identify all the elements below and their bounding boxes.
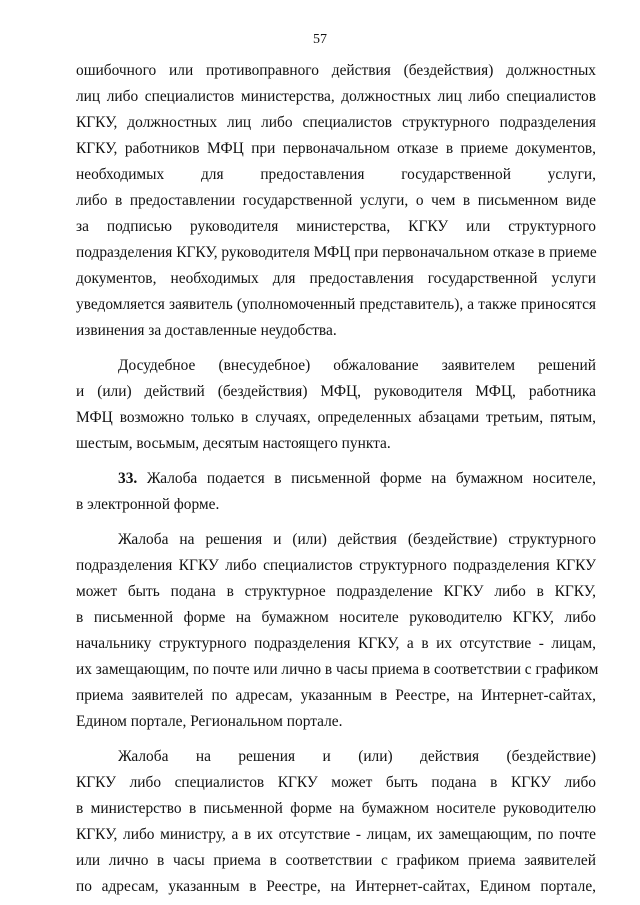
text-line: Жалоба на решения и (или) действия (бездействие) структурного: [118, 531, 596, 548]
text-line: ошибочного или противоправного действия (бездействия) должностных: [76, 62, 596, 79]
text-line: за подписью руководителя министерства, КГКУ или структурного: [76, 218, 596, 235]
text-line: лиц либо специалистов министерства, должностных лиц либо специалистов: [76, 88, 596, 105]
text-line: в письменной форме на бумажном носителе руководителю КГКУ, либо: [76, 609, 596, 626]
text-line: может быть подана в структурное подразделение КГКУ либо в КГКУ,: [76, 583, 596, 600]
text-line: подразделения КГКУ, руководителя МФЦ при первоначальном отказе в приеме: [76, 244, 597, 261]
document-body: [76, 58, 599, 900]
text-line: или лично в часы приема в соответствии с графиком приема заявителей: [76, 852, 596, 869]
text-line: либо в предоставлении государственной услуги, о чем в письменном виде: [76, 192, 596, 209]
text-line: КГКУ, работников МФЦ при первоначальном отказе в приеме документов,: [76, 140, 596, 157]
item-number: 33.: [118, 470, 138, 487]
text-line: в министерство в письменной форме на бумажном носителе руководителю: [76, 800, 596, 817]
paragraph-4: [76, 527, 599, 735]
text-line: необходимых для предоставления государственной услуги,: [76, 166, 596, 183]
text-line: начальнику структурного подразделения КГКУ, а в их отсутствие - лицам,: [76, 635, 596, 652]
paragraph-2: [76, 353, 596, 457]
text-line: [76, 466, 596, 492]
text-line: Едином портале, Региональном портале.: [76, 713, 343, 730]
text-line: по адресам, указанным в Реестре, на Интернет-сайтах, Едином портале,: [76, 878, 596, 895]
text-line: КГКУ, либо министру, а в их отсутствие - лицам, их замещающим, по почте: [76, 826, 596, 843]
paragraph-item-33: [76, 466, 596, 518]
text-line: документов, необходимых для предоставления государственной услуги: [76, 270, 596, 287]
paragraph-1: [76, 58, 596, 344]
text-line: Досудебное (внесудебное) обжалование заявителем решений: [118, 357, 596, 374]
page-number: 57: [313, 32, 327, 47]
text-line: в электронной форме.: [76, 496, 220, 513]
text-line: их замещающим, по почте или лично в часы приема в соответствии с графиком: [76, 661, 599, 678]
text-line: извинения за доставленные неудобства.: [76, 322, 337, 339]
paragraph-5: [76, 744, 596, 900]
text-line: подразделения КГКУ либо специалистов структурного подразделения КГКУ: [76, 557, 596, 574]
item-text: Жалоба подается в письменной форме на бумажном носителе,: [146, 470, 596, 487]
text-line: КГКУ, должностных лиц либо специалистов структурного подразделения: [76, 114, 596, 131]
text-line: КГКУ либо специалистов КГКУ может быть подана в КГКУ либо: [76, 774, 596, 791]
text-line: приема заявителей по адресам, указанным в Реестре, на Интернет-сайтах,: [76, 687, 596, 704]
text-line: и (или) действий (бездействия) МФЦ, руководителя МФЦ, работника: [76, 383, 596, 400]
text-line: уведомляется заявитель (уполномоченный представитель), а также приносятся: [76, 296, 596, 313]
text-line: шестым, восьмым, десятым настоящего пункта.: [76, 435, 391, 452]
text-line: Жалоба на решения и (или) действия (бездействие): [118, 748, 596, 765]
text-line: МФЦ возможно только в случаях, определенных абзацами третьим, пятым,: [76, 409, 596, 426]
